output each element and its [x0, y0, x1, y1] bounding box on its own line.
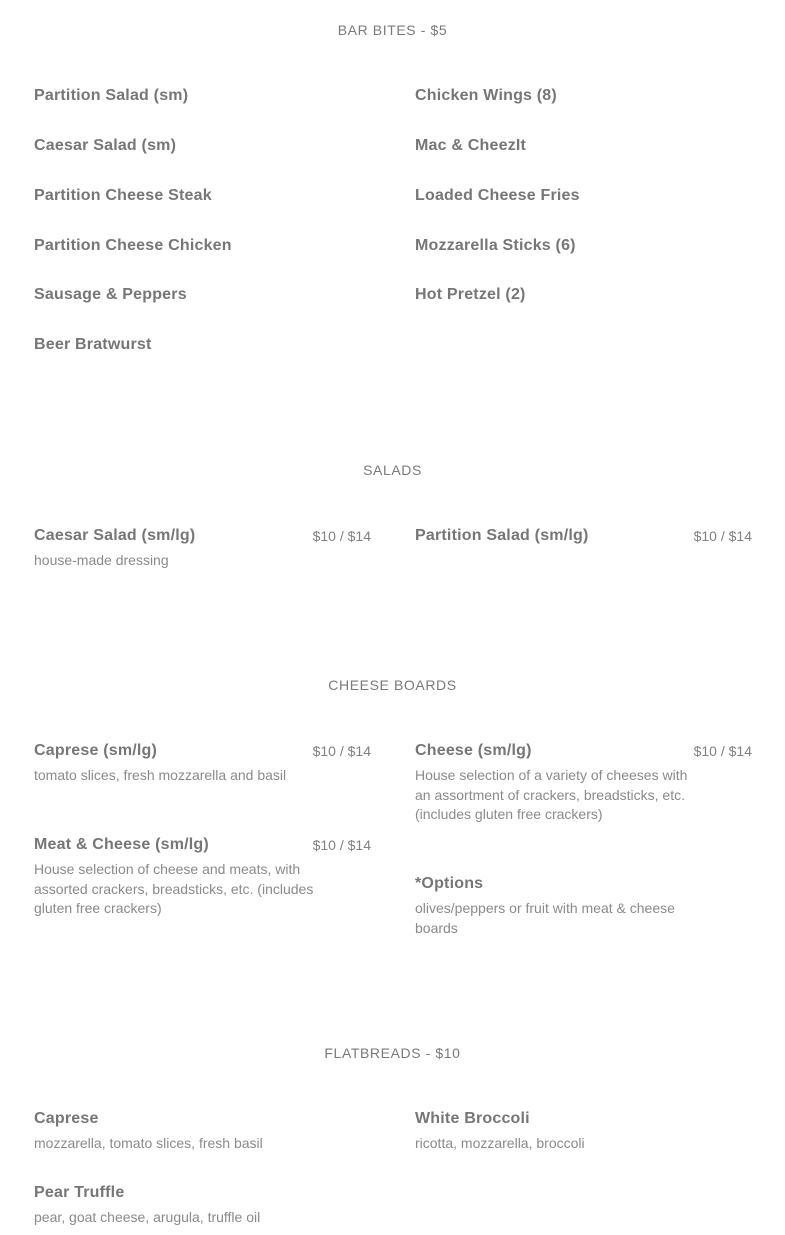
menu-item: [415, 137, 752, 155]
item-name: Partition Cheese Steak: [34, 187, 212, 204]
item-name: Cheese (sm/lg): [415, 742, 532, 759]
menu-item: [415, 237, 752, 255]
item-name: Caesar Salad (sm): [34, 137, 177, 154]
item-name: Pear Truffle: [34, 1184, 125, 1201]
menu-item: [34, 87, 371, 105]
item-name: Partition Salad (sm/lg): [415, 527, 589, 544]
item-name: Meat & Cheese (sm/lg): [34, 836, 209, 853]
menu-item: [34, 1184, 371, 1228]
item-description: mozzarella, tomato slices, fresh basil: [34, 1135, 263, 1151]
item-name: White Broccoli: [415, 1110, 530, 1127]
item-name: Caesar Salad (sm/lg): [34, 527, 196, 544]
menu-item: [34, 742, 371, 786]
menu-item: [34, 187, 371, 205]
item-name: Caprese: [34, 1110, 99, 1127]
section-title-bar-bites: BAR BITES - $5: [337, 22, 448, 38]
item-name: Mozzarella Sticks (6): [415, 237, 576, 254]
item-name: Mac & CheezIt: [415, 137, 527, 154]
section-title-cheese-boards: CHEESE BOARDS: [328, 677, 457, 693]
section-title-salads: SALADS: [363, 462, 422, 478]
menu-item: [34, 527, 371, 571]
item-price: $10 / $14: [693, 743, 752, 759]
item-name: Caprese (sm/lg): [34, 742, 158, 759]
item-name: Partition Cheese Chicken: [34, 237, 232, 254]
menu-item: [34, 237, 371, 255]
item-description: olives/peppers or fruit with meat & cheese boards: [415, 900, 675, 936]
menu-item: [34, 336, 371, 354]
menu-item: [415, 1110, 752, 1154]
item-name: Sausage & Peppers: [34, 286, 187, 303]
menu-item: [34, 137, 371, 155]
item-name: Partition Salad (sm): [34, 87, 189, 104]
item-description: ricotta, mozzarella, broccoli: [415, 1135, 585, 1151]
item-name: *Options: [415, 875, 484, 892]
item-description: tomato slices, fresh mozzarella and basil: [34, 767, 287, 783]
section-title-flatbreads: FLATBREADS - $10: [324, 1045, 461, 1061]
menu-item: [415, 527, 752, 545]
item-price: $10 / $14: [312, 528, 371, 544]
item-description: House selection of cheese and meats, with assorted crackers, breadsticks, etc. (includes gluten free crackers): [34, 861, 314, 916]
item-name: Chicken Wings (8): [415, 87, 557, 104]
menu-item: [415, 742, 752, 825]
item-description: House selection of a variety of cheeses with an assortment of crackers, breadsticks, etc. (includes gluten free crackers): [415, 767, 688, 822]
item-name: Beer Bratwurst: [34, 336, 152, 353]
menu-item: [415, 87, 752, 105]
menu-item: [34, 1110, 371, 1154]
item-name: Hot Pretzel (2): [415, 286, 526, 303]
menu-item: [34, 286, 371, 304]
item-description: house-made dressing: [34, 552, 169, 568]
item-price: $10 / $14: [312, 837, 371, 853]
menu-item: [415, 286, 752, 304]
item-price: $10 / $14: [693, 528, 752, 544]
item-price: $10 / $14: [312, 743, 371, 759]
menu-item: [415, 187, 752, 205]
item-name: Loaded Cheese Fries: [415, 187, 580, 204]
menu-item-options: [415, 875, 752, 938]
item-description: pear, goat cheese, arugula, truffle oil: [34, 1209, 261, 1225]
menu-item: [34, 836, 371, 919]
